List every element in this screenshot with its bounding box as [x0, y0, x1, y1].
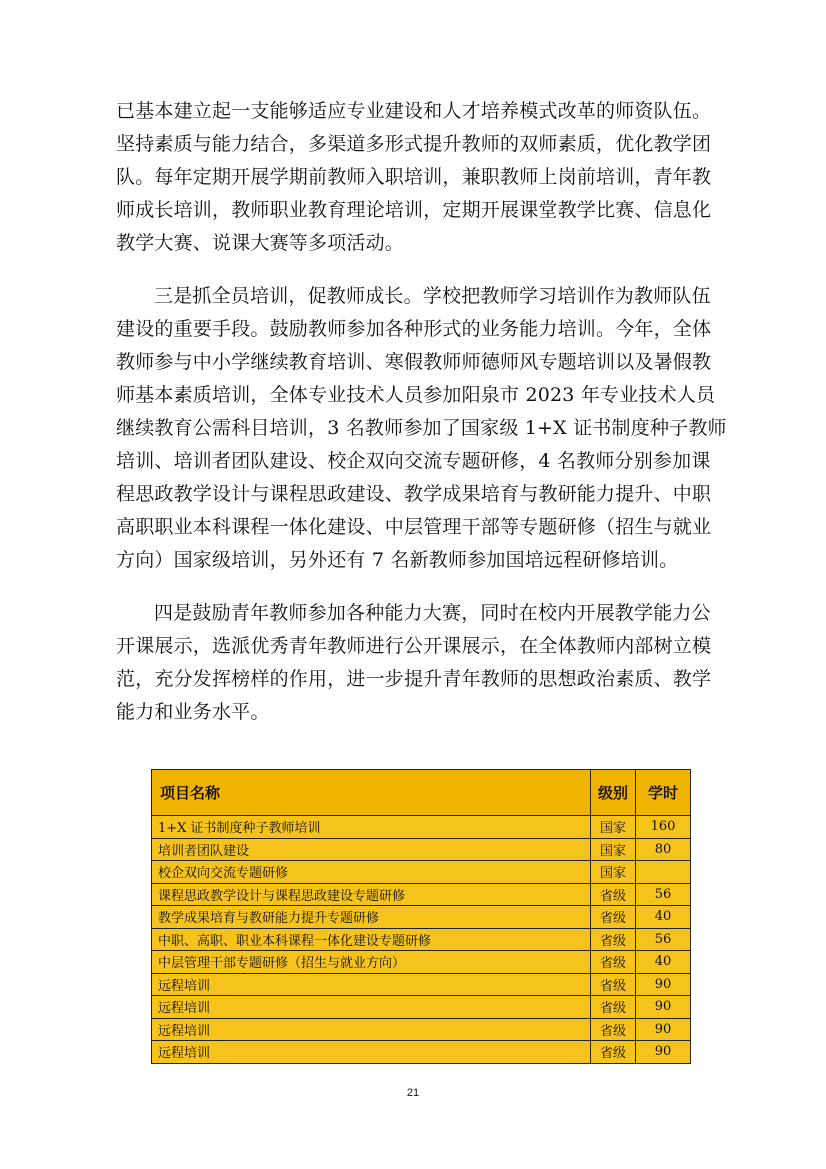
cell-level: 省级: [591, 1041, 636, 1064]
paragraph-line: 继续教育公需科目培训，3 名教师参加了国家级 1+X 证书制度种子教师: [116, 417, 727, 439]
cell-project-name: 远程培训: [152, 1041, 591, 1064]
cell-hours: 80: [636, 838, 691, 861]
table-row: [152, 906, 691, 929]
cell-project-name: 课程思政教学设计与课程思政建设专题研修: [152, 883, 591, 906]
cell-project-name: 中职、高职、职业本科课程一体化建设专题研修: [152, 928, 591, 951]
cell-level: 省级: [591, 1018, 636, 1041]
table-header-row: [152, 770, 691, 816]
cell-level: 省级: [591, 996, 636, 1019]
paragraph-line: 建设的重要手段。鼓励教师参加各种形式的业务能力培训。今年，全体: [116, 318, 712, 340]
cell-hours: 160: [636, 816, 691, 839]
training-table-wrapper: [151, 769, 691, 1064]
cell-level: 国家: [591, 838, 636, 861]
paragraph-3: [116, 597, 712, 729]
table-row: [152, 816, 691, 839]
table-row: [152, 973, 691, 996]
table-row: [152, 951, 691, 974]
paragraph-line: 能力和业务水平。: [116, 701, 270, 723]
table-row: [152, 928, 691, 951]
training-table: [151, 769, 691, 1064]
cell-project-name: 校企双向交流专题研修: [152, 861, 591, 884]
paragraph-line: 高职职业本科课程一体化建设、中层管理干部等专题研修（招生与就业: [116, 516, 712, 538]
paragraph-line: 教学大赛、说课大赛等多项活动。: [116, 232, 405, 254]
cell-hours: 90: [636, 1018, 691, 1041]
paragraph-line: 范，充分发挥榜样的作用，进一步提升青年教师的思想政治素质、教学: [116, 668, 712, 690]
cell-hours: 90: [636, 973, 691, 996]
paragraph-line: 程思政教学设计与课程思政建设、教学成果培育与教研能力提升、中职: [116, 483, 712, 505]
cell-hours: 56: [636, 928, 691, 951]
header-level: 级别: [591, 770, 636, 816]
page-number: 21: [406, 1087, 420, 1099]
paragraph-line: 坚持素质与能力结合，多渠道多形式提升教师的双师素质，优化教学团: [116, 133, 712, 155]
cell-level: 省级: [591, 951, 636, 974]
cell-level: 省级: [591, 906, 636, 929]
cell-project-name: 远程培训: [152, 1018, 591, 1041]
paragraph-line: 师成长培训，教师职业教育理论培训，定期开展课堂教学比赛、信息化: [116, 199, 712, 221]
table-row: [152, 996, 691, 1019]
paragraph-line: 教师参与中小学继续教育培训、寒假教师师德师风专题培训以及暑假教: [116, 351, 712, 373]
cell-level: 省级: [591, 973, 636, 996]
cell-hours: [636, 861, 691, 884]
paragraph-1: [116, 95, 712, 260]
paragraph-line: 已基本建立起一支能够适应专业建设和人才培养模式改革的师资队伍。: [116, 100, 712, 122]
table-row: [152, 883, 691, 906]
table-row: [152, 838, 691, 861]
paragraph-line: 培训、培训者团队建设、校企双向交流专题研修，4 名教师分别参加课: [116, 450, 711, 472]
paragraph-line: 开课展示，选派优秀青年教师进行公开课展示，在全体教师内部树立模: [116, 635, 712, 657]
cell-level: 省级: [591, 883, 636, 906]
paragraph-line: 队。每年定期开展学期前教师入职培训，兼职教师上岗前培训，青年教: [116, 166, 712, 188]
header-project-name: 项目名称: [152, 770, 591, 816]
table-row: [152, 1018, 691, 1041]
cell-level: 国家: [591, 816, 636, 839]
cell-project-name: 远程培训: [152, 996, 591, 1019]
paragraph-line: 四是鼓励青年教师参加各种能力大赛，同时在校内开展教学能力公: [154, 602, 711, 624]
cell-hours: 40: [636, 951, 691, 974]
cell-project-name: 1+X 证书制度种子教师培训: [152, 816, 591, 839]
cell-project-name: 远程培训: [152, 973, 591, 996]
cell-project-name: 教学成果培育与教研能力提升专题研修: [152, 906, 591, 929]
cell-level: 国家: [591, 861, 636, 884]
paragraph-2: [116, 280, 727, 577]
cell-hours: 40: [636, 906, 691, 929]
header-hours: 学时: [636, 770, 691, 816]
table-row: [152, 1041, 691, 1064]
cell-project-name: 培训者团队建设: [152, 838, 591, 861]
paragraph-line: 师基本素质培训，全体专业技术人员参加阳泉市 2023 年专业技术人员: [116, 384, 716, 406]
paragraph-line: 方向）国家级培训，另外还有 7 名新教师参加国培远程研修培训。: [116, 549, 679, 571]
table-row: [152, 861, 691, 884]
paragraph-line: 三是抓全员培训，促教师成长。学校把教师学习培训作为教师队伍: [154, 285, 711, 307]
cell-hours: 56: [636, 883, 691, 906]
cell-level: 省级: [591, 928, 636, 951]
cell-project-name: 中层管理干部专题研修（招生与就业方向）: [152, 951, 591, 974]
cell-hours: 90: [636, 1041, 691, 1064]
cell-hours: 90: [636, 996, 691, 1019]
